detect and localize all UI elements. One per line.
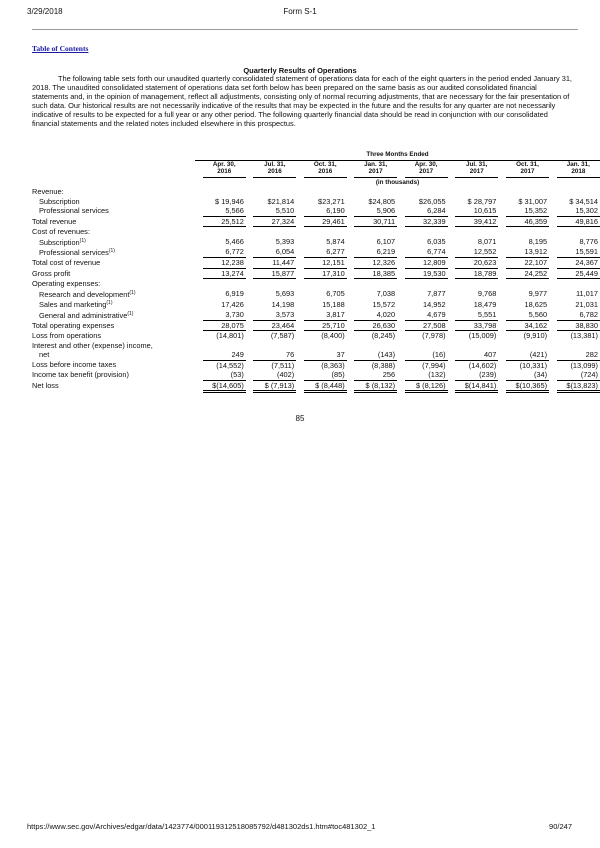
row-label — [32, 258, 195, 269]
cell-value: 21,031 — [575, 299, 598, 309]
cell-value: 12,326 — [354, 258, 397, 269]
cell-value: 9,768 — [477, 289, 497, 298]
cell-value: $ (7,913) — [253, 380, 296, 392]
cell-value — [253, 227, 296, 237]
row-label-text: Total cost of revenue — [32, 258, 101, 267]
cell-value: (16) — [405, 350, 448, 360]
column-header-year: 2016 — [318, 168, 333, 175]
cell-value — [304, 187, 347, 197]
column-header — [354, 160, 397, 177]
table-row — [32, 197, 600, 207]
cell-value: 27,508 — [405, 320, 448, 331]
cell-value — [203, 187, 246, 197]
cell-value: 20,623 — [455, 258, 498, 269]
cell-value: $ (8,132) — [354, 380, 397, 392]
cell-value: (8,388) — [371, 360, 396, 370]
cell-value: $21,814 — [267, 196, 295, 206]
cell-value: 249 — [203, 350, 246, 360]
cell-value: 27,324 — [253, 216, 296, 227]
column-header-year: 2017 — [469, 168, 484, 175]
cell-value — [455, 227, 498, 237]
row-label-text: Professional services — [39, 206, 109, 216]
cell-value: 14,952 — [422, 299, 446, 309]
cell-value: 12,151 — [304, 258, 347, 269]
cell-value: 282 — [557, 350, 600, 360]
cell-value: 8,776 — [579, 237, 598, 246]
cell-value: 25,710 — [304, 320, 347, 331]
row-label-text: net — [39, 350, 50, 360]
table-row — [32, 227, 600, 237]
column-header-month: Jan. 31, — [364, 160, 388, 168]
cell-value: 8,195 — [528, 237, 548, 246]
column-header-month: Oct. 31, — [516, 160, 539, 168]
row-label-text: Subscription — [39, 196, 80, 206]
cell-value: 15,352 — [506, 206, 549, 216]
cell-value: $ 34,514 — [569, 196, 598, 206]
cell-value: 11,017 — [575, 289, 598, 298]
cell-value: 6,190 — [304, 206, 347, 216]
cell-value — [304, 227, 347, 237]
cell-value: 18,625 — [524, 299, 548, 309]
cell-value: 19,530 — [405, 268, 448, 279]
cell-value — [405, 227, 448, 237]
cell-value: 407 — [455, 350, 498, 360]
footnote-marker: (1) — [106, 300, 113, 306]
cell-value: 26,630 — [354, 320, 397, 331]
units-row — [32, 177, 600, 187]
cell-value: (7,994) — [422, 360, 446, 370]
row-label — [32, 350, 195, 360]
cell-value — [203, 279, 246, 289]
cell-value: 12,809 — [405, 258, 448, 269]
cell-value — [304, 279, 347, 289]
cell-value: 18,789 — [455, 268, 498, 279]
column-header — [405, 160, 448, 177]
cell-value: 3,573 — [253, 310, 296, 321]
cell-value — [557, 187, 600, 197]
row-label-text: Professional services — [39, 248, 109, 257]
cell-value: 6,035 — [427, 237, 446, 246]
cell-value: 29,461 — [304, 216, 347, 227]
section-title: Quarterly Results of Operations — [243, 66, 357, 75]
cell-value: 5,906 — [354, 206, 397, 216]
cell-value: 6,774 — [405, 247, 448, 258]
row-label-text: Total revenue — [32, 216, 77, 226]
cell-value: 39,412 — [455, 216, 498, 227]
cell-value: 7,877 — [427, 289, 446, 298]
cell-value: 18,479 — [473, 299, 497, 309]
row-label — [32, 341, 195, 351]
cell-value: 13,274 — [203, 268, 246, 279]
cell-value: 6,705 — [326, 289, 345, 298]
cell-value: (9,910) — [523, 331, 548, 340]
cell-value: 32,339 — [405, 216, 448, 227]
cell-value: 3,730 — [203, 310, 246, 321]
group-header: Three Months Ended — [195, 150, 600, 160]
column-header-year: 2016 — [217, 168, 232, 175]
cell-value: 15,591 — [557, 247, 600, 258]
row-label-text: Gross profit — [32, 268, 71, 278]
document-title: Form S-1 — [283, 7, 317, 16]
column-header — [304, 160, 347, 177]
cell-value: (143) — [354, 350, 397, 360]
cell-value: $ 31,007 — [518, 196, 548, 206]
row-label — [32, 237, 195, 248]
cell-value: 12,552 — [455, 247, 498, 258]
cell-value: 38,830 — [557, 320, 600, 331]
table-row — [32, 237, 600, 248]
cell-value: 24,252 — [506, 268, 549, 279]
row-label — [32, 299, 195, 310]
cell-value: 4,679 — [405, 310, 448, 321]
cell-value: 6,107 — [376, 237, 396, 246]
cell-value: 25,449 — [557, 268, 600, 279]
cell-value: (8,363) — [321, 360, 345, 370]
footnote-marker: (1) — [129, 289, 136, 296]
column-header-month: Jan. 31, — [566, 160, 590, 168]
column-header — [506, 160, 549, 177]
table-row — [32, 289, 600, 300]
row-label — [32, 206, 195, 216]
cell-value: 18,385 — [354, 268, 397, 279]
cell-value: 7,038 — [376, 289, 396, 298]
cell-value: 6,772 — [203, 247, 246, 258]
cell-value: (13,099) — [570, 360, 598, 370]
table-row — [32, 331, 600, 341]
cell-value: 11,447 — [253, 258, 296, 269]
cell-value: 5,393 — [275, 237, 295, 246]
cell-value: 24,367 — [557, 258, 600, 269]
cell-value: $ (8,448) — [304, 380, 347, 392]
table-row — [32, 370, 600, 380]
cell-value — [203, 227, 246, 237]
cell-value — [354, 227, 397, 237]
print-date: 3/29/2018 — [27, 7, 63, 16]
column-header — [455, 160, 498, 177]
cell-value: 5,693 — [275, 289, 295, 298]
table-row — [32, 310, 600, 321]
cell-value: 17,310 — [304, 268, 347, 279]
column-header-month: Jul. 31, — [466, 160, 488, 168]
cell-value — [354, 187, 397, 197]
table-row — [32, 380, 600, 392]
cell-value — [557, 227, 600, 237]
table-row — [32, 268, 600, 279]
intro-paragraph: The following table sets forth our unaudited quarterly consolidated statement of operations data for each of the eight quarters in the period ended January 31, 2018. The unaudited consolidated statement of operations data set forth below has been prepared on the same basis as our audited consolidated financial statements and, in the opinion of management, reflect all adjustments, consisting only of normal recurring adjustments, that are necessary for the fair presentation of such data. Our historical results are not necessarily indicative of the results that may be expected in the future and the results for any quarter are not necessarily indicative of results to be expected for a full year or any other period. The following quarterly financial data should be read in conjunction with our consolidated financial statements and the related notes included elsewhere in this prospectus. — [32, 74, 572, 128]
page-number: 85 — [295, 414, 305, 423]
row-label — [32, 320, 195, 331]
row-label-text: Sales and marketing — [39, 300, 107, 309]
row-label — [32, 197, 195, 207]
column-header — [203, 160, 246, 177]
column-header-month: Jul. 31, — [264, 160, 286, 168]
cell-value: 25,512 — [203, 216, 246, 227]
cell-value — [455, 341, 498, 351]
cell-value: (724) — [557, 370, 600, 380]
row-label — [32, 360, 195, 370]
cell-value — [455, 187, 498, 197]
cell-value: (7,587) — [270, 331, 295, 340]
row-label-text: Revenue: — [32, 187, 64, 196]
cell-value: 5,874 — [326, 237, 345, 246]
table-row — [32, 216, 600, 227]
row-label-text: Research and development — [39, 289, 130, 299]
cell-value: 256 — [354, 370, 397, 380]
row-label-text: Cost of revenues: — [32, 226, 90, 236]
cell-value: $(14,605) — [203, 380, 246, 392]
table-row — [32, 299, 600, 310]
cell-value: (85) — [304, 370, 347, 380]
cell-value: (421) — [506, 350, 549, 360]
footnote-marker: (1) — [108, 248, 115, 254]
cell-value: 4,020 — [354, 310, 397, 321]
cell-value: $(10,365) — [506, 380, 549, 392]
column-header-year: 2018 — [571, 168, 586, 175]
row-label — [32, 289, 195, 300]
row-label-text: Subscription — [39, 237, 80, 247]
units-label: (in thousands) — [375, 178, 420, 186]
cell-value: $(14,841) — [455, 380, 498, 392]
row-label-text: Income tax benefit (provision) — [32, 370, 129, 380]
cell-value — [304, 341, 347, 351]
table-row — [32, 187, 600, 197]
cell-value: $24,805 — [368, 196, 396, 206]
cell-value: 6,284 — [405, 206, 448, 216]
cell-value: 6,782 — [557, 310, 600, 321]
table-of-contents-link[interactable]: Table of Contents — [32, 44, 89, 53]
cell-value: $23,271 — [317, 196, 345, 206]
cell-value — [354, 279, 397, 289]
cell-value: 15,572 — [372, 299, 396, 309]
cell-value: (14,801) — [216, 331, 244, 340]
cell-value: 3,817 — [304, 310, 347, 321]
column-header-year: 2017 — [419, 168, 434, 175]
cell-value: 33,798 — [455, 320, 498, 331]
cell-value — [354, 341, 397, 351]
cell-value: 10,615 — [455, 206, 498, 216]
table-row — [32, 258, 600, 269]
cell-value: (14,602) — [468, 360, 497, 370]
cell-value: 49,816 — [557, 216, 600, 227]
column-header — [253, 160, 296, 177]
footer-url: https://www.sec.gov/Archives/edgar/data/1423774/000119312518085792/d481302ds1.htm#toc481302_1 — [27, 822, 376, 831]
cell-value — [405, 341, 448, 351]
cell-value: 5,560 — [506, 310, 549, 321]
cell-value: 5,566 — [203, 206, 246, 216]
cell-value — [405, 187, 448, 197]
row-label — [32, 227, 195, 237]
cell-value — [506, 279, 549, 289]
cell-value — [455, 279, 498, 289]
cell-value: (8,245) — [371, 331, 396, 340]
cell-value — [405, 279, 448, 289]
cell-value: 6,919 — [225, 289, 244, 298]
cell-value: (8,400) — [321, 331, 345, 340]
cell-value: 15,302 — [557, 206, 600, 216]
cell-value: 8,071 — [477, 237, 497, 246]
column-header-year: 2017 — [520, 168, 535, 175]
cell-value: (13,381) — [570, 331, 598, 340]
cell-value: 76 — [253, 350, 296, 360]
cell-value: 22,107 — [506, 258, 549, 269]
cell-value: 13,912 — [506, 247, 549, 258]
cell-value: 12,238 — [203, 258, 246, 269]
cell-value: 17,426 — [221, 299, 244, 309]
cell-value: 37 — [304, 350, 347, 360]
row-label — [32, 268, 195, 279]
column-header-month: Apr. 30, — [212, 160, 236, 168]
cell-value: (34) — [506, 370, 549, 380]
cell-value: (239) — [455, 370, 498, 380]
row-label — [32, 216, 195, 227]
cell-value: 23,464 — [253, 320, 296, 331]
cell-value: 30,711 — [354, 216, 397, 227]
table-row — [32, 360, 600, 370]
row-label — [32, 187, 195, 197]
row-label-text: Net loss — [32, 381, 59, 390]
row-label — [32, 310, 195, 321]
cell-value — [253, 341, 296, 351]
row-label — [32, 370, 195, 380]
cell-value: (7,978) — [422, 331, 446, 340]
cell-value: $(13,823) — [557, 380, 600, 392]
row-label — [32, 279, 195, 289]
cell-value: 6,219 — [354, 247, 397, 258]
cell-value: 14,198 — [271, 299, 295, 309]
table-row — [32, 350, 600, 360]
quarterly-results-table — [32, 150, 600, 393]
column-header-row — [32, 160, 600, 177]
cell-value — [253, 187, 296, 197]
cell-value — [557, 341, 600, 351]
cell-value: $26,055 — [418, 196, 446, 206]
table-row — [32, 279, 600, 289]
row-label-text: Interest and other (expense) income, — [32, 340, 153, 350]
cell-value — [557, 279, 600, 289]
row-label-text: Loss from operations — [32, 330, 102, 340]
column-header-year: 2016 — [267, 168, 282, 175]
column-header-year: 2017 — [368, 168, 383, 175]
cell-value: 5,466 — [225, 237, 244, 246]
cell-value: 9,977 — [528, 289, 548, 298]
cell-value — [506, 227, 549, 237]
cell-value: 6,054 — [253, 247, 296, 258]
cell-value: (402) — [253, 370, 296, 380]
footnote-marker: (1) — [127, 310, 134, 317]
cell-value: (15,009) — [468, 331, 497, 340]
footnote-marker: (1) — [79, 237, 86, 244]
cell-value: 15,877 — [253, 268, 296, 279]
header-divider — [32, 29, 578, 30]
row-label — [32, 380, 195, 392]
cell-value: 15,188 — [322, 299, 345, 309]
footer-page-count: 90/247 — [549, 822, 572, 831]
cell-value: (7,511) — [271, 360, 295, 370]
table-row — [32, 341, 600, 351]
cell-value — [506, 341, 549, 351]
row-label-text: Loss before income taxes — [32, 360, 117, 370]
row-label — [32, 331, 195, 341]
cell-value: (132) — [405, 370, 448, 380]
cell-value: 34,162 — [506, 320, 549, 331]
table-row — [32, 247, 600, 258]
row-label-text: General and administrative — [39, 310, 128, 320]
cell-value — [253, 279, 296, 289]
row-label — [32, 247, 195, 258]
column-header-month: Oct. 31, — [313, 160, 337, 168]
cell-value: 46,359 — [506, 216, 549, 227]
cell-value — [506, 187, 549, 197]
cell-value: $ 28,797 — [467, 196, 497, 206]
row-label-text: Operating expenses: — [32, 278, 101, 288]
row-label-text: Total operating expenses — [32, 320, 115, 330]
table-row — [32, 206, 600, 216]
table-row — [32, 320, 600, 331]
cell-value: 5,510 — [253, 206, 296, 216]
column-header — [557, 160, 600, 177]
cell-value: (14,552) — [216, 360, 244, 370]
cell-value: $ (8,126) — [405, 380, 448, 392]
cell-value: 28,075 — [203, 320, 246, 331]
cell-value: (10,331) — [519, 360, 548, 370]
cell-value: 5,551 — [455, 310, 498, 321]
group-header-row — [32, 150, 600, 160]
cell-value: $ 19,946 — [215, 196, 244, 206]
cell-value — [203, 341, 246, 351]
cell-value: 6,277 — [304, 247, 347, 258]
cell-value: (53) — [203, 370, 246, 380]
column-header-month: Apr. 30, — [414, 160, 438, 168]
